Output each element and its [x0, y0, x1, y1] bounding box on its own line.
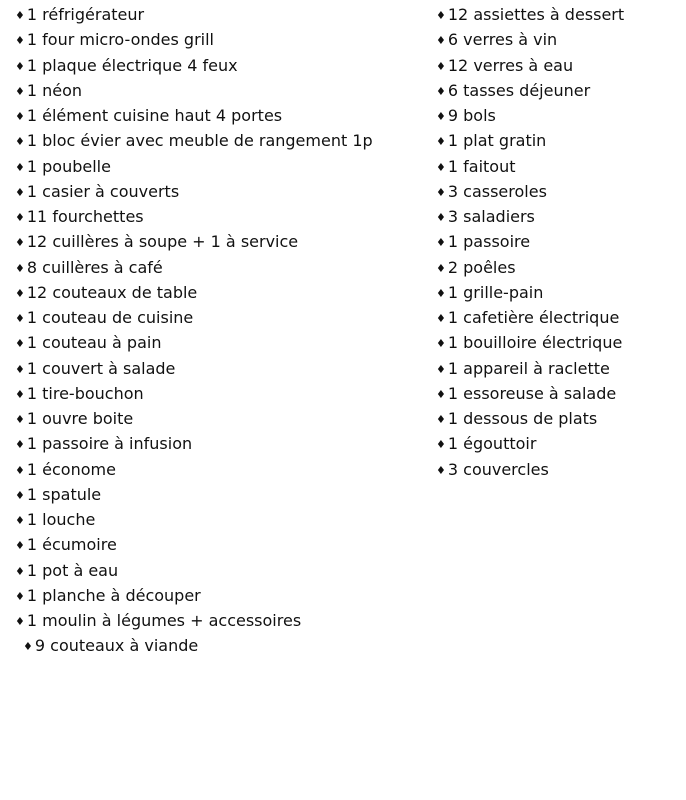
list-item-label: 11 fourchettes	[26, 207, 144, 226]
list-item-label: 1 appareil à raclette	[447, 358, 610, 378]
list-item	[15, 634, 373, 659]
list-item	[15, 281, 373, 306]
diamond-bullet-icon: ♦	[15, 261, 25, 275]
list-item-label: 8 cuillères à café	[26, 257, 163, 277]
diamond-bullet-icon: ♦	[15, 539, 25, 553]
list-item-label: 1 économe	[26, 459, 116, 479]
list-item-label: 1 couteau de cuisine	[26, 308, 194, 327]
list-item	[436, 382, 624, 407]
list-item-label: 1 élément cuisine haut 4 portes	[26, 106, 283, 125]
diamond-bullet-icon: ♦	[436, 135, 446, 149]
diamond-bullet-icon: ♦	[436, 34, 446, 48]
list-item-label: 1 casier à couverts	[26, 181, 180, 201]
list-item	[15, 382, 373, 407]
diamond-bullet-icon: ♦	[15, 337, 25, 351]
diamond-bullet-icon: ♦	[15, 84, 25, 98]
list-item	[436, 230, 624, 255]
list-item-label: 12 assiettes à dessert	[447, 5, 625, 24]
diamond-bullet-icon: ♦	[23, 640, 33, 654]
list-item	[436, 129, 624, 154]
list-item-label: 12 cuillères à soupe + 1 à service	[26, 232, 299, 252]
diamond-bullet-icon: ♦	[15, 615, 25, 628]
list-item-label: 12 couteaux de table	[26, 282, 198, 302]
list-item-label: 1 plaque électrique 4 feux	[26, 55, 238, 75]
list-item-label: 1 poubelle	[26, 156, 111, 176]
diamond-bullet-icon: ♦	[15, 514, 25, 527]
list-item-label: 1 couvert à salade	[26, 358, 176, 378]
list-item	[436, 256, 624, 281]
list-item	[436, 458, 624, 483]
list-item	[15, 483, 373, 508]
list-item-label: 1 passoire	[447, 232, 531, 252]
diamond-bullet-icon: ♦	[15, 589, 25, 603]
diamond-bullet-icon: ♦	[15, 488, 25, 502]
list-item	[436, 281, 624, 306]
list-item-label: 1 réfrigérateur	[26, 5, 145, 24]
diamond-bullet-icon: ♦	[436, 110, 446, 123]
list-item	[15, 256, 373, 281]
diamond-bullet-icon: ♦	[436, 59, 446, 73]
diamond-bullet-icon: ♦	[15, 362, 25, 376]
diamond-bullet-icon: ♦	[436, 438, 446, 452]
list-item-label: 9 bols	[447, 106, 496, 125]
list-item-label: 1 moulin à légumes + accessoires	[26, 611, 302, 630]
list-item-label: 1 dessous de plats	[447, 409, 598, 428]
diamond-bullet-icon: ♦	[15, 34, 25, 48]
diamond-bullet-icon: ♦	[436, 261, 446, 275]
list-item	[15, 129, 373, 154]
list-item	[436, 104, 624, 129]
diamond-bullet-icon: ♦	[436, 185, 446, 199]
list-item-label: 12 verres à eau	[447, 55, 574, 75]
list-item-label: 1 essoreuse à salade	[447, 383, 617, 403]
list-item-label: 1 égouttoir	[447, 434, 537, 454]
list-item-label: 1 planche à découper	[26, 585, 201, 605]
diamond-bullet-icon: ♦	[15, 211, 25, 224]
list-item	[436, 432, 624, 457]
list-item	[15, 533, 373, 558]
diamond-bullet-icon: ♦	[436, 312, 446, 325]
list-item-label: 1 bouilloire électrique	[447, 333, 623, 353]
list-item-label: 1 pot à eau	[26, 560, 119, 580]
diamond-bullet-icon: ♦	[15, 564, 25, 578]
list-item	[436, 357, 624, 382]
diamond-bullet-icon: ♦	[436, 387, 446, 401]
list-item-label: 1 passoire à infusion	[26, 434, 193, 454]
list-item	[15, 331, 373, 356]
diamond-bullet-icon: ♦	[15, 160, 25, 174]
list-item-label: 3 saladiers	[447, 207, 535, 226]
list-item	[436, 3, 624, 28]
list-item	[15, 432, 373, 457]
list-item-label: 3 casseroles	[447, 181, 547, 201]
list-item-label: 2 poêles	[447, 257, 516, 277]
diamond-bullet-icon: ♦	[436, 9, 446, 22]
list-item	[15, 559, 373, 584]
list-item	[15, 3, 373, 28]
inventory-list-right-column	[436, 3, 624, 483]
diamond-bullet-icon: ♦	[436, 160, 446, 174]
diamond-bullet-icon: ♦	[15, 438, 25, 452]
list-item	[436, 79, 624, 104]
list-item	[436, 407, 624, 432]
list-item	[436, 155, 624, 180]
diamond-bullet-icon: ♦	[15, 110, 25, 123]
diamond-bullet-icon: ♦	[436, 413, 446, 426]
diamond-bullet-icon: ♦	[436, 362, 446, 376]
diamond-bullet-icon: ♦	[15, 413, 25, 426]
list-item-label: 6 verres à vin	[447, 30, 558, 50]
list-item-label: 1 tire-bouchon	[26, 383, 144, 403]
diamond-bullet-icon: ♦	[436, 463, 446, 477]
diamond-bullet-icon: ♦	[15, 59, 25, 73]
list-item	[15, 306, 373, 331]
list-item	[15, 54, 373, 79]
list-item-label: 6 tasses déjeuner	[447, 80, 591, 100]
list-item-label: 1 grille-pain	[447, 282, 544, 302]
list-item	[15, 357, 373, 382]
diamond-bullet-icon: ♦	[15, 185, 25, 199]
diamond-bullet-icon: ♦	[436, 286, 446, 300]
list-item	[15, 180, 373, 205]
inventory-list-left-column	[15, 3, 373, 660]
list-item	[436, 28, 624, 53]
list-item-label: 1 louche	[26, 510, 96, 529]
list-item	[15, 584, 373, 609]
list-item	[15, 609, 373, 634]
list-item-label: 1 cafetière électrique	[447, 308, 620, 327]
list-item-label: 1 faitout	[447, 156, 516, 176]
diamond-bullet-icon: ♦	[436, 211, 446, 224]
diamond-bullet-icon: ♦	[15, 236, 25, 250]
diamond-bullet-icon: ♦	[15, 286, 25, 300]
list-item	[15, 205, 373, 230]
list-item-label: 1 four micro-ondes grill	[26, 30, 214, 50]
diamond-bullet-icon: ♦	[436, 84, 446, 98]
diamond-bullet-icon: ♦	[15, 387, 25, 401]
diamond-bullet-icon: ♦	[15, 312, 25, 325]
list-item	[436, 205, 624, 230]
list-item	[15, 79, 373, 104]
diamond-bullet-icon: ♦	[15, 463, 25, 477]
list-item-label: 1 plat gratin	[447, 131, 547, 151]
list-item-label: 1 spatule	[26, 484, 102, 504]
diamond-bullet-icon: ♦	[15, 9, 25, 22]
list-item	[15, 407, 373, 432]
list-item-label: 1 néon	[26, 80, 83, 100]
list-item-label: 1 écumoire	[26, 535, 117, 555]
list-item	[15, 155, 373, 180]
list-item-label: 1 couteau à pain	[26, 333, 162, 353]
list-item	[436, 180, 624, 205]
list-item	[15, 230, 373, 255]
list-item	[15, 104, 373, 129]
list-item-label: 3 couvercles	[447, 459, 549, 479]
list-item	[436, 306, 624, 331]
list-item-label: 1 ouvre boite	[26, 409, 134, 428]
diamond-bullet-icon: ♦	[436, 236, 446, 250]
list-item	[436, 54, 624, 79]
list-item	[436, 331, 624, 356]
list-item	[15, 508, 373, 533]
list-item	[15, 458, 373, 483]
diamond-bullet-icon: ♦	[436, 337, 446, 351]
list-item-label: 1 bloc évier avec meuble de rangement 1p	[26, 131, 373, 151]
diamond-bullet-icon: ♦	[15, 135, 25, 149]
list-item	[15, 28, 373, 53]
list-item-label: 9 couteaux à viande	[34, 636, 199, 656]
